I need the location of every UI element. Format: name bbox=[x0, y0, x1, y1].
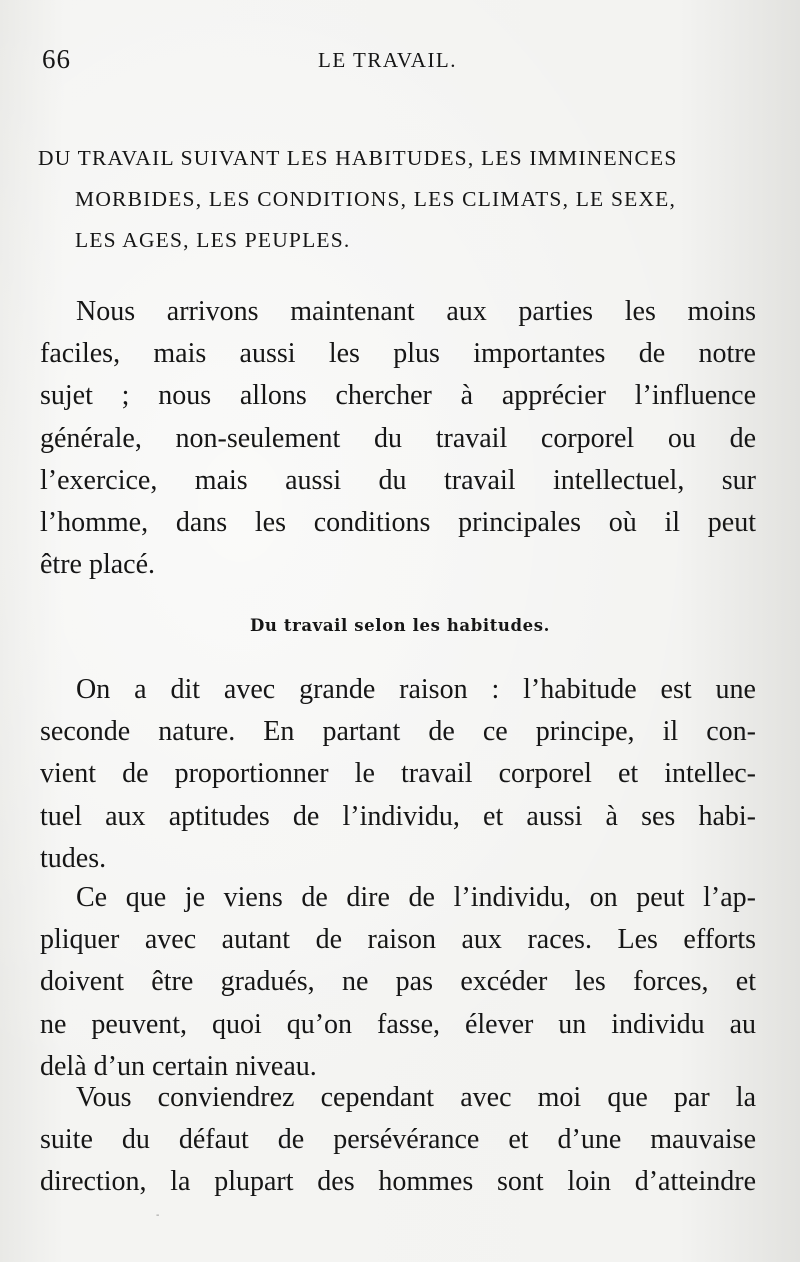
paragraph-conviendrez bbox=[40, 1077, 756, 1204]
chapter-heading-line: DU TRAVAIL SUIVANT LES HABITUDES, LES IMMINENCES bbox=[38, 146, 678, 170]
chapter-heading-line: LES AGES, LES PEUPLES. bbox=[75, 228, 351, 252]
text-line: générale, non-seulement du travail corporel ou de bbox=[40, 422, 756, 454]
text-line: Ce que je viens de dire de l’individu, on peut l’ap- bbox=[76, 882, 756, 913]
text-line: suite du défaut de persévérance et d’une mauvaise bbox=[40, 1124, 756, 1156]
text-line: seconde nature. En partant de ce principe, il con- bbox=[40, 716, 756, 748]
text-line: tuel aux aptitudes de l’individu, et aussi à ses habi- bbox=[40, 800, 756, 832]
text-line: doivent être gradués, ne pas excéder les forces, et bbox=[40, 966, 756, 998]
text-line: direction, la plupart des hommes sont loin d’atteindre bbox=[40, 1166, 756, 1198]
text-line: être placé. bbox=[40, 549, 156, 581]
paragraph-intro bbox=[40, 291, 756, 586]
text-line: pliquer avec autant de raison aux races. Les efforts bbox=[40, 924, 756, 956]
text-line: sujet ; nous allons chercher à apprécier l’influence bbox=[40, 380, 756, 412]
paragraph-habitude bbox=[40, 669, 756, 880]
text-line: l’homme, dans les conditions principales où il peut bbox=[40, 506, 756, 538]
text-line: tudes. bbox=[40, 842, 107, 874]
text-line: vient de proportionner le travail corporel et intellec- bbox=[40, 758, 756, 790]
chapter-heading-line: MORBIDES, LES CONDITIONS, LES CLIMATS, LE SEXE, bbox=[75, 187, 677, 211]
text-line: delà d’un certain niveau. bbox=[40, 1050, 317, 1082]
running-title: LE TRAVAIL. bbox=[318, 48, 458, 72]
section-heading: Du travail selon les habitudes. bbox=[250, 616, 550, 635]
text-line: Nous arrivons maintenant aux parties les moins bbox=[76, 296, 756, 327]
text-line: ne peuvent, quoi qu’on fasse, élever un individu au bbox=[40, 1008, 756, 1040]
chapter-heading bbox=[38, 138, 758, 261]
text-line: On a dit avec grande raison : l’habitude est une bbox=[76, 674, 756, 705]
text-line: Vous conviendrez cependant avec moi que par la bbox=[76, 1082, 756, 1113]
paragraph-races bbox=[40, 877, 756, 1088]
page-number: 66 bbox=[42, 44, 71, 74]
text-line: l’exercice, mais aussi du travail intellectuel, sur bbox=[40, 464, 756, 496]
text-line: faciles, mais aussi les plus importantes de notre bbox=[40, 338, 756, 370]
footer-mark: - bbox=[156, 1210, 160, 1221]
running-head bbox=[42, 44, 756, 78]
